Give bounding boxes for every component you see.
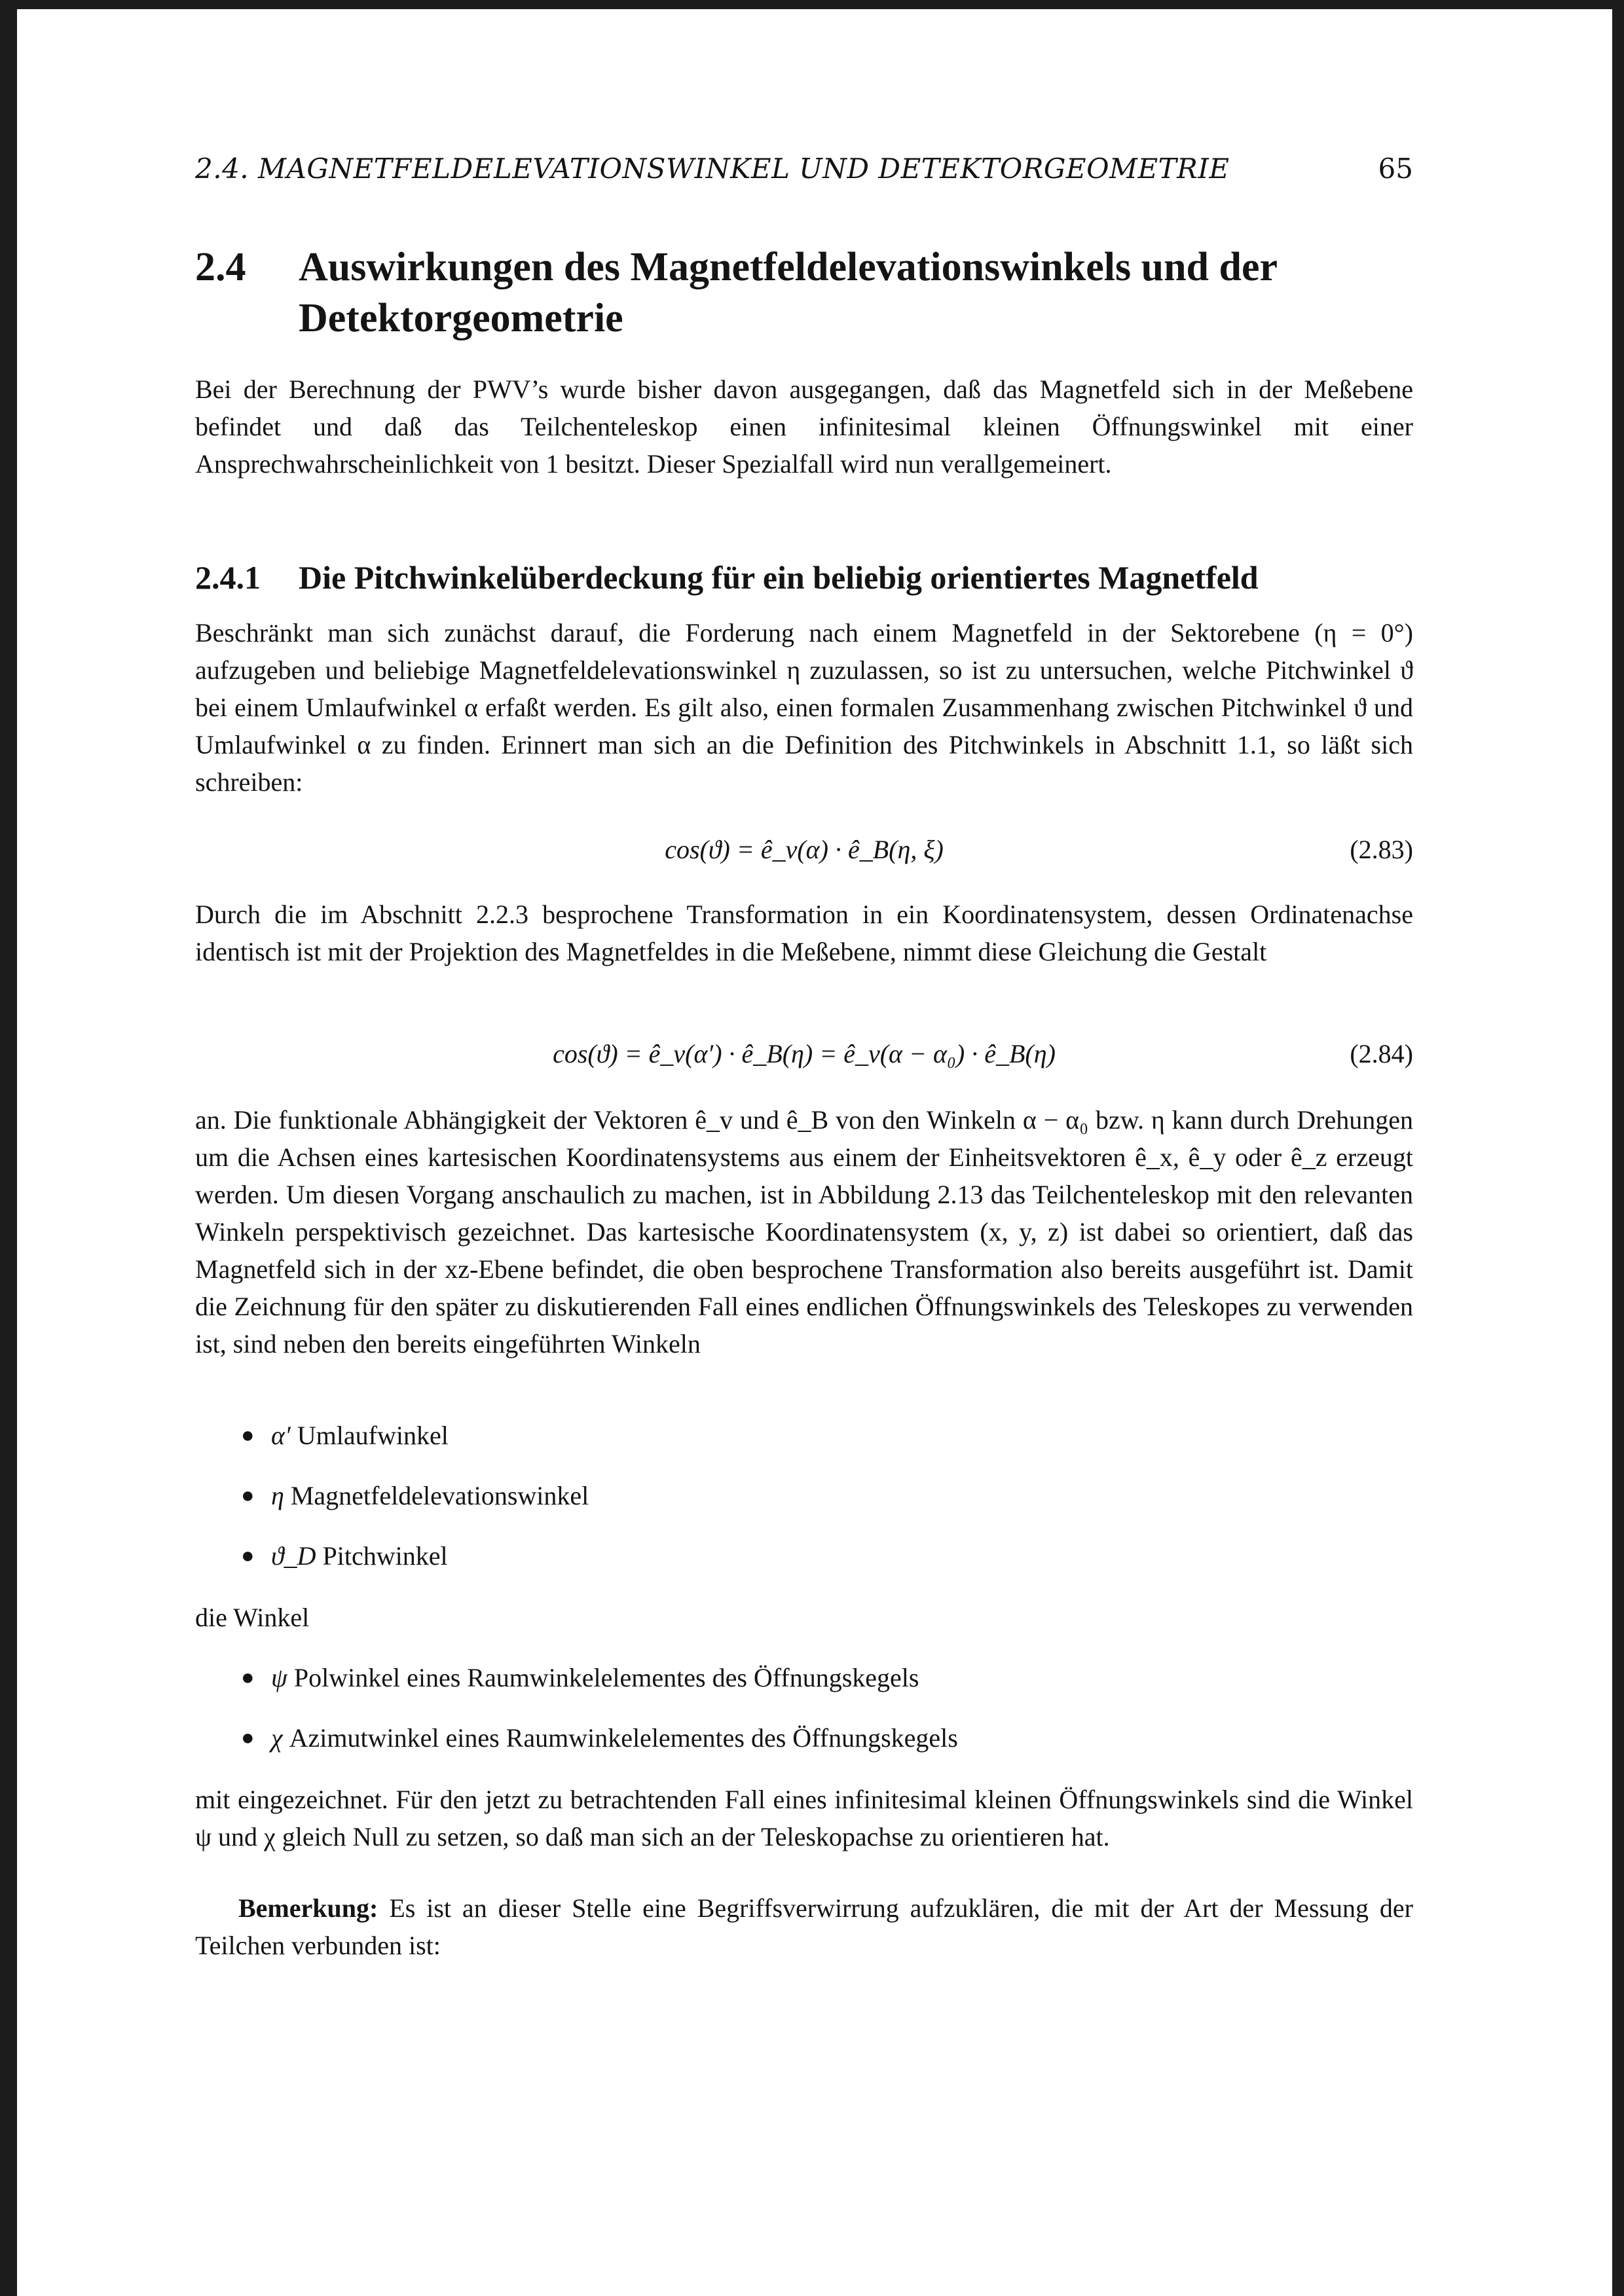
- list-item: [195, 1659, 1413, 1719]
- angle-description: Azimutwinkel eines Raumwinkelelementes des Öffnungskegels: [289, 1723, 958, 1753]
- equation-formula: cos(ϑ) = ê_v(α) · ê_B(η, ξ): [665, 835, 944, 864]
- equation-number: (2.84): [1350, 1039, 1413, 1068]
- angle-list-2: [195, 1659, 1413, 1779]
- running-title: 2.4. MAGNETFELDELEVATIONSWINKEL UND DETEKTORGEOMETRIE: [195, 153, 1230, 185]
- paragraph-1: Beschränkt man sich zunächst darauf, die Forderung nach einem Magnetfeld in der Sektorebene (η = 0°) aufzugeben und beliebige Magnetfeldelevationswinkel η zuzulassen, so ist zu untersuchen, welche Pitchwinkel ϑ bei einem Umlaufwinkel α erfaßt werden. Es gilt also, einen formalen Zusammenhang zwischen Pitchwinkel ϑ und Umlaufwinkel α zu finden. Erinnert man sich an die Definition des Pitchwinkels in Abschnitt 1.1, so läßt sich schreiben:: [195, 618, 1413, 797]
- bullet-icon: ●: [241, 1666, 255, 1690]
- subsection-title: Die Pitchwinkelüberdeckung für ein beliebig orientiertes Magnetfeld: [299, 559, 1259, 596]
- angle-list-1: [195, 1417, 1413, 1597]
- page: [17, 9, 1612, 2296]
- angle-symbol: ϑ_D: [271, 1541, 316, 1571]
- bullet-icon: ●: [241, 1423, 255, 1448]
- section-title: Auswirkungen des Magnetfeldelevationswinkels und der Detektorgeometrie: [299, 245, 1277, 340]
- remark-text: Es ist an dieser Stelle eine Begriffsverwirrung aufzuklären, die mit der Art der Messung der Teilchen verbunden ist:: [195, 1893, 1413, 1960]
- list-item: [195, 1417, 1413, 1477]
- angle-description: Pitchwinkel: [322, 1541, 448, 1571]
- list-item: [195, 1719, 1413, 1779]
- bullet-icon: ●: [241, 1484, 255, 1508]
- equation-2-83: [195, 830, 1413, 869]
- bullet-icon: ●: [241, 1544, 255, 1568]
- angle-description: Umlaufwinkel: [297, 1421, 449, 1450]
- equation-formula: cos(ϑ) = ê_v(α′) · ê_B(η) = ê_v(α − α₀) · ê_B(η): [553, 1039, 1056, 1068]
- angle-description: Magnetfeldelevationswinkel: [290, 1481, 589, 1510]
- intro-paragraph: Bei der Berechnung der PWV’s wurde bisher davon ausgegangen, daß das Magnetfeld sich in der Meßebene befindet und daß das Teilchenteleskop einen infinitesimal kleinen Öffnungswinkel mit einer Ansprechwahrscheinlichkeit von 1 besitzt. Dieser Spezialfall wird nun verallgemeinert.: [195, 374, 1413, 479]
- bullet-icon: ●: [241, 1726, 255, 1750]
- section-heading: [195, 242, 1413, 344]
- page-number: 65: [1378, 153, 1413, 185]
- equation-2-84: [195, 1034, 1413, 1074]
- subsection-number: 2.4.1: [195, 559, 261, 596]
- angle-symbol: χ: [271, 1723, 283, 1753]
- list-item: [195, 1477, 1413, 1537]
- angle-description: Polwinkel eines Raumwinkelelementes des Öffnungskegels: [293, 1663, 919, 1692]
- remark-paragraph: [195, 1889, 1413, 1964]
- paragraph-4: mit eingezeichnet. Für den jetzt zu betrachtenden Fall eines infinitesimal kleinen Öffnungswinkels sind die Winkel ψ und χ gleich Null zu setzen, so daß man sich an der Teleskopachse zu orientieren hat.: [195, 1785, 1413, 1851]
- remark-label: Bemerkung:: [238, 1893, 378, 1923]
- angle-symbol: η: [271, 1481, 284, 1510]
- subsection-heading: [195, 555, 1413, 600]
- running-header: [195, 149, 1413, 189]
- equation-number: (2.83): [1350, 835, 1413, 864]
- angle-symbol: ψ: [271, 1663, 287, 1692]
- section-number: 2.4: [195, 245, 246, 289]
- paragraph-3: an. Die funktionale Abhängigkeit der Vektoren ê_v und ê_B von den Winkeln α − α₀ bzw. η kann durch Drehungen um die Achsen eines kartesischen Koordinatensystems aus einem der Einheitsvektoren ê_x, ê_y oder ê_z erzeugt werden. Um diesen Vorgang anschaulich zu machen, ist in Abbildung 2.13 das Teilchenteleskop mit den relevanten Winkeln perspektivisch gezeichnet. Das kartesische Koordinatensystem (x, y, z) ist dabei so orientiert, daß das Magnetfeld sich in der xz-Ebene befindet, die oben besprochene Transformation also bereits ausgeführt ist. Damit die Zeichnung für den später zu diskutierenden Fall eines endlichen Öffnungswinkels des Teleskopes zu verwenden ist, sind neben den bereits eingeführten Winkeln: [195, 1105, 1413, 1358]
- paragraph-2: Durch die im Abschnitt 2.2.3 besprochene Transformation in ein Koordinatensystem, dessen Ordinatenachse identisch ist mit der Projektion des Magnetfeldes in die Meßebene, nimmt diese Gleichung die Gestalt: [195, 900, 1413, 966]
- angle-symbol: α′: [271, 1421, 291, 1450]
- list-item: [195, 1537, 1413, 1597]
- connector-text: die Winkel: [195, 1603, 310, 1632]
